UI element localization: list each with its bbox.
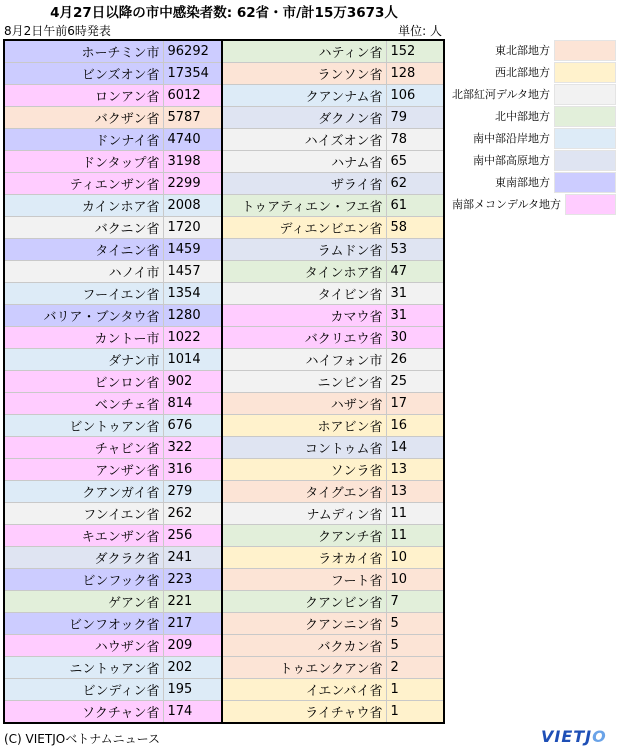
area-name-cell: クアンニン省 xyxy=(222,613,386,635)
area-name-cell: タイビン省 xyxy=(222,283,386,305)
legend-swatch xyxy=(554,128,616,149)
case-count-cell: 1457 xyxy=(163,261,222,283)
case-count-cell: 1 xyxy=(386,679,444,701)
case-count-cell: 31 xyxy=(386,283,444,305)
case-count-cell: 11 xyxy=(386,503,444,525)
legend-swatch xyxy=(554,40,616,61)
area-name-cell: ビンズオン省 xyxy=(4,63,163,85)
case-count-cell: 11 xyxy=(386,525,444,547)
table-row xyxy=(4,261,444,283)
area-name-cell: ラムドン省 xyxy=(222,239,386,261)
case-count-cell: 3198 xyxy=(163,151,222,173)
case-count-cell: 2008 xyxy=(163,195,222,217)
area-name-cell: キエンザン省 xyxy=(4,525,163,547)
table-row xyxy=(4,129,444,151)
case-count-cell: 128 xyxy=(386,63,444,85)
area-name-cell: タイニン省 xyxy=(4,239,163,261)
legend-swatch xyxy=(554,106,616,127)
area-name-cell: ライチャウ省 xyxy=(222,701,386,724)
area-name-cell: ソンラ省 xyxy=(222,459,386,481)
table-row xyxy=(4,591,444,613)
table-row xyxy=(4,569,444,591)
table-row xyxy=(4,173,444,195)
case-count-table xyxy=(3,39,445,724)
case-count-cell: 1 xyxy=(386,701,444,724)
legend-item xyxy=(452,171,616,193)
area-name-cell: アンザン省 xyxy=(4,459,163,481)
table-row xyxy=(4,327,444,349)
area-name-cell: ハイズオン省 xyxy=(222,129,386,151)
case-count-cell: 14 xyxy=(386,437,444,459)
legend-swatch xyxy=(554,150,616,171)
case-count-cell: 1459 xyxy=(163,239,222,261)
case-count-cell: 10 xyxy=(386,547,444,569)
case-table-body xyxy=(4,40,444,723)
case-count-cell: 30 xyxy=(386,327,444,349)
case-count-cell: 676 xyxy=(163,415,222,437)
table-row xyxy=(4,393,444,415)
case-count-cell: 152 xyxy=(386,40,444,63)
case-count-cell: 58 xyxy=(386,217,444,239)
table-row xyxy=(4,85,444,107)
table-row xyxy=(4,503,444,525)
area-name-cell: ビンフック省 xyxy=(4,569,163,591)
case-count-cell: 5 xyxy=(386,635,444,657)
area-name-cell: ハティン省 xyxy=(222,40,386,63)
area-name-cell: トゥアティエン・フエ省 xyxy=(222,195,386,217)
area-name-cell: クアンガイ省 xyxy=(4,481,163,503)
area-name-cell: ドンナイ省 xyxy=(4,129,163,151)
table-row xyxy=(4,459,444,481)
legend-label: 北部紅河デルタ地方 xyxy=(452,88,551,101)
legend-label: 北中部地方 xyxy=(495,110,550,123)
area-name-cell: タインホア省 xyxy=(222,261,386,283)
case-count-cell: 10 xyxy=(386,569,444,591)
area-name-cell: カントー市 xyxy=(4,327,163,349)
area-name-cell: ダナン市 xyxy=(4,349,163,371)
table-row xyxy=(4,195,444,217)
case-count-cell: 902 xyxy=(163,371,222,393)
case-count-cell: 61 xyxy=(386,195,444,217)
area-name-cell: フーイエン省 xyxy=(4,283,163,305)
case-count-cell: 17 xyxy=(386,393,444,415)
area-name-cell: ランソン省 xyxy=(222,63,386,85)
area-name-cell: ダクラク省 xyxy=(4,547,163,569)
table-row xyxy=(4,613,444,635)
case-count-cell: 256 xyxy=(163,525,222,547)
case-count-cell: 2299 xyxy=(163,173,222,195)
area-name-cell: ホアビン省 xyxy=(222,415,386,437)
case-count-cell: 217 xyxy=(163,613,222,635)
area-name-cell: カインホア省 xyxy=(4,195,163,217)
area-name-cell: ビンロン省 xyxy=(4,371,163,393)
area-name-cell: バクニン省 xyxy=(4,217,163,239)
case-count-cell: 62 xyxy=(386,173,444,195)
case-count-cell: 79 xyxy=(386,107,444,129)
table-row xyxy=(4,481,444,503)
area-name-cell: ビンフオック省 xyxy=(4,613,163,635)
case-count-cell: 814 xyxy=(163,393,222,415)
area-name-cell: ニンビン省 xyxy=(222,371,386,393)
legend-label: 西北部地方 xyxy=(495,66,550,79)
area-name-cell: トゥエンクアン省 xyxy=(222,657,386,679)
area-name-cell: ハザン省 xyxy=(222,393,386,415)
case-count-cell: 25 xyxy=(386,371,444,393)
region-legend xyxy=(452,39,616,215)
table-row xyxy=(4,635,444,657)
case-count-cell: 53 xyxy=(386,239,444,261)
case-count-cell: 316 xyxy=(163,459,222,481)
case-count-cell: 65 xyxy=(386,151,444,173)
case-count-cell: 221 xyxy=(163,591,222,613)
area-name-cell: ディエンビエン省 xyxy=(222,217,386,239)
area-name-cell: ハナム省 xyxy=(222,151,386,173)
case-count-cell: 322 xyxy=(163,437,222,459)
table-row xyxy=(4,371,444,393)
case-count-cell: 4740 xyxy=(163,129,222,151)
area-name-cell: ロンアン省 xyxy=(4,85,163,107)
case-count-cell: 279 xyxy=(163,481,222,503)
table-row xyxy=(4,239,444,261)
case-count-cell: 17354 xyxy=(163,63,222,85)
area-name-cell: ビンディン省 xyxy=(4,679,163,701)
table-row xyxy=(4,349,444,371)
unit-label: 単位: 人 xyxy=(398,24,442,38)
area-name-cell: バクザン省 xyxy=(4,107,163,129)
publish-date: 8月2日午前6時発表 xyxy=(4,24,111,38)
legend-item xyxy=(452,193,616,215)
case-count-cell: 6012 xyxy=(163,85,222,107)
case-count-cell: 1280 xyxy=(163,305,222,327)
logo-text: VIETJ xyxy=(541,727,593,746)
case-count-cell: 16 xyxy=(386,415,444,437)
area-name-cell: バリア・ブンタウ省 xyxy=(4,305,163,327)
area-name-cell: ゲアン省 xyxy=(4,591,163,613)
case-count-cell: 78 xyxy=(386,129,444,151)
case-count-cell: 1354 xyxy=(163,283,222,305)
case-count-cell: 241 xyxy=(163,547,222,569)
case-count-cell: 202 xyxy=(163,657,222,679)
area-name-cell: コントゥム省 xyxy=(222,437,386,459)
area-name-cell: ビントゥアン省 xyxy=(4,415,163,437)
table-row xyxy=(4,63,444,85)
case-count-cell: 195 xyxy=(163,679,222,701)
case-count-cell: 209 xyxy=(163,635,222,657)
legend-label: 南中部高原地方 xyxy=(473,154,550,167)
area-name-cell: バクリエウ省 xyxy=(222,327,386,349)
legend-item xyxy=(452,61,616,83)
area-name-cell: ティエンザン省 xyxy=(4,173,163,195)
area-name-cell: ベンチェ省 xyxy=(4,393,163,415)
legend-label: 南部メコンデルタ地方 xyxy=(452,198,562,211)
legend-swatch xyxy=(554,172,616,193)
legend-item xyxy=(452,105,616,127)
case-count-cell: 13 xyxy=(386,459,444,481)
page-title: 4月27日以降の市中感染者数: 62省・市/計15万3673人 xyxy=(50,5,398,21)
legend-label: 東南部地方 xyxy=(495,176,550,189)
area-name-cell: ハウザン省 xyxy=(4,635,163,657)
legend-item xyxy=(452,127,616,149)
legend-label: 東北部地方 xyxy=(495,44,550,57)
area-name-cell: クアンチ省 xyxy=(222,525,386,547)
area-name-cell: ドンタップ省 xyxy=(4,151,163,173)
case-count-cell: 1014 xyxy=(163,349,222,371)
copyright-footer: (C) VIETJOベトナムニュース xyxy=(4,732,161,746)
area-name-cell: ザライ省 xyxy=(222,173,386,195)
area-name-cell: ダクノン省 xyxy=(222,107,386,129)
case-count-cell: 174 xyxy=(163,701,222,724)
area-name-cell: ニントゥアン省 xyxy=(4,657,163,679)
area-name-cell: イエンバイ省 xyxy=(222,679,386,701)
case-count-cell: 1022 xyxy=(163,327,222,349)
area-name-cell: クアンビン省 xyxy=(222,591,386,613)
area-name-cell: ラオカイ省 xyxy=(222,547,386,569)
table-row xyxy=(4,547,444,569)
area-name-cell: フンイエン省 xyxy=(4,503,163,525)
case-count-cell: 13 xyxy=(386,481,444,503)
table-row xyxy=(4,283,444,305)
table-row xyxy=(4,305,444,327)
area-name-cell: ハイフォン市 xyxy=(222,349,386,371)
area-name-cell: ソクチャン省 xyxy=(4,701,163,724)
case-count-cell: 5 xyxy=(386,613,444,635)
table-row xyxy=(4,437,444,459)
table-row xyxy=(4,151,444,173)
case-count-cell: 223 xyxy=(163,569,222,591)
table-row xyxy=(4,657,444,679)
legend-swatch xyxy=(554,84,616,105)
legend-item xyxy=(452,39,616,61)
table-row xyxy=(4,40,444,63)
logo-accent: O xyxy=(592,727,607,746)
legend-item xyxy=(452,149,616,171)
table-row xyxy=(4,525,444,547)
legend-label: 南中部沿岸地方 xyxy=(473,132,550,145)
case-count-cell: 7 xyxy=(386,591,444,613)
area-name-cell: バクカン省 xyxy=(222,635,386,657)
table-row xyxy=(4,415,444,437)
area-name-cell: タイグエン省 xyxy=(222,481,386,503)
table-row xyxy=(4,217,444,239)
area-name-cell: チャビン省 xyxy=(4,437,163,459)
case-count-cell: 31 xyxy=(386,305,444,327)
vietjo-logo xyxy=(541,727,607,746)
table-row xyxy=(4,107,444,129)
case-count-cell: 47 xyxy=(386,261,444,283)
area-name-cell: クアンナム省 xyxy=(222,85,386,107)
legend-swatch xyxy=(565,194,616,215)
area-name-cell: フート省 xyxy=(222,569,386,591)
case-count-cell: 2 xyxy=(386,657,444,679)
case-count-cell: 262 xyxy=(163,503,222,525)
table-row xyxy=(4,679,444,701)
legend-swatch xyxy=(554,62,616,83)
case-count-cell: 5787 xyxy=(163,107,222,129)
area-name-cell: ハノイ市 xyxy=(4,261,163,283)
table-row xyxy=(4,701,444,724)
case-count-cell: 1720 xyxy=(163,217,222,239)
legend-item xyxy=(452,83,616,105)
case-count-cell: 26 xyxy=(386,349,444,371)
case-count-cell: 106 xyxy=(386,85,444,107)
case-count-cell: 96292 xyxy=(163,40,222,63)
area-name-cell: ホーチミン市 xyxy=(4,40,163,63)
area-name-cell: カマウ省 xyxy=(222,305,386,327)
area-name-cell: ナムディン省 xyxy=(222,503,386,525)
